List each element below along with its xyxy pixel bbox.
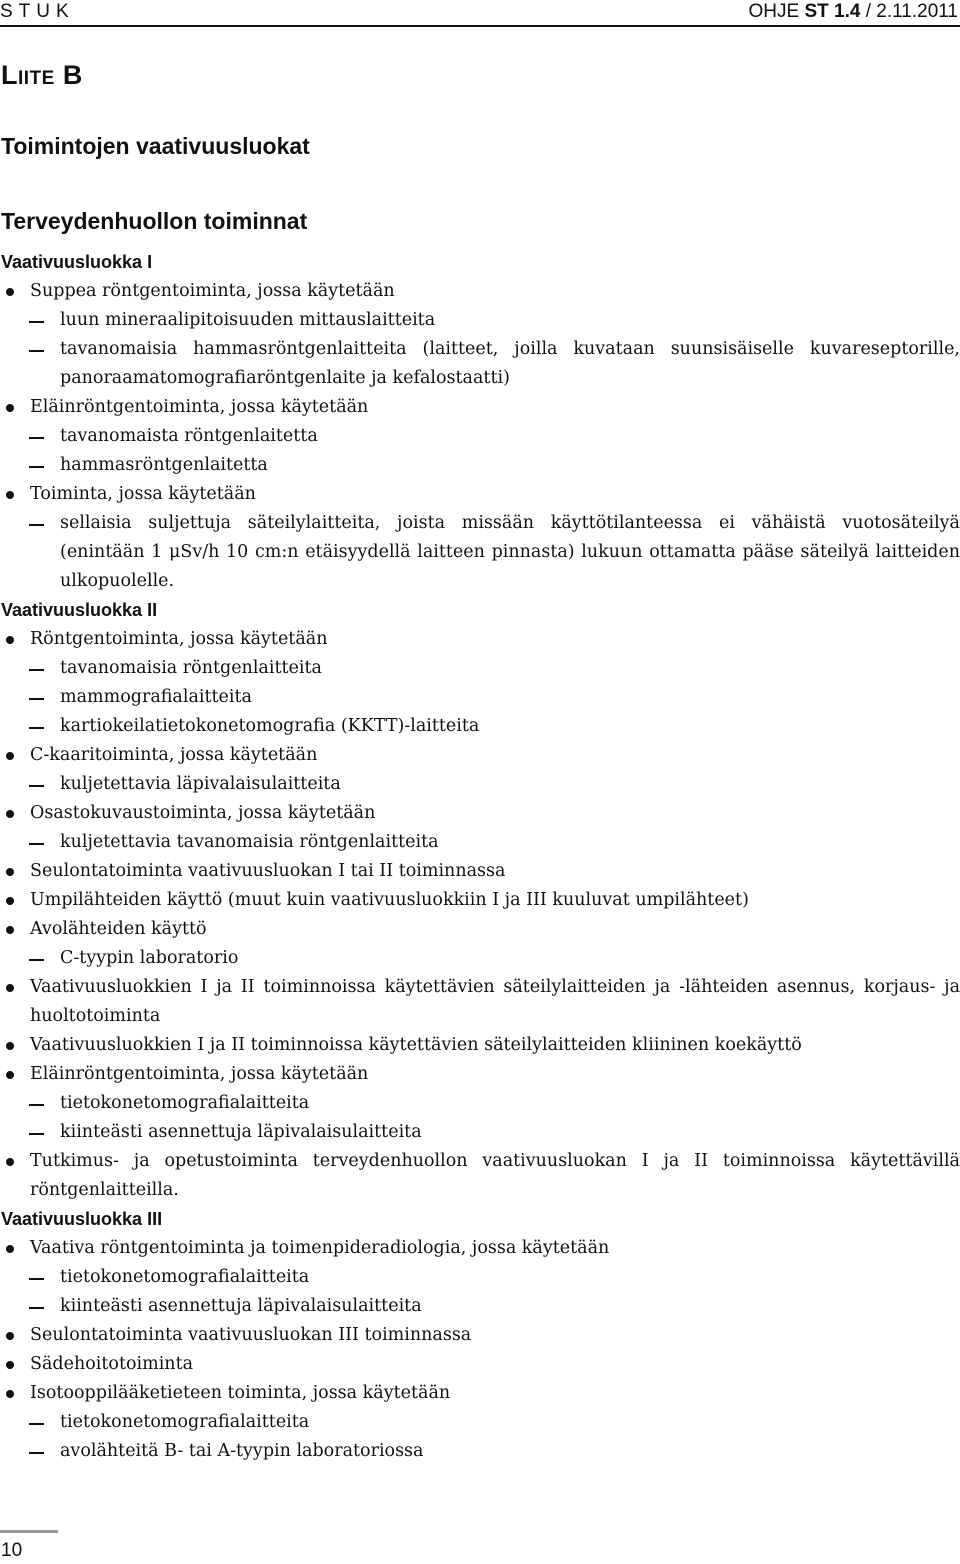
bullet-item: Sädehoitotoiminta <box>0 1350 960 1379</box>
header-guide-code: ST 1.4 <box>804 1 861 22</box>
dash-subitem: C-tyypin laboratorio <box>0 944 960 973</box>
dash-subitem: sellaisia suljettuja säteilylaitteita, joista missään käyttötilanteessa ei vähäistä vuotosäteilyä (enintään 1 μSv/h 10 cm:n etäisyydellä laitteen pinnasta) lukuun ottamatta pääse säteilyä laitteiden ulkopuolelle. <box>0 509 960 596</box>
bullet-item: Tutkimus- ja opetustoiminta terveydenhuollon vaativuusluokan I ja II toiminnoissa käytettävillä röntgenlaitteilla. <box>0 1147 960 1205</box>
header-guide <box>749 1 959 23</box>
bullet-item: Eläinröntgentoiminta, jossa käytetään <box>0 393 960 422</box>
page-header <box>0 0 960 26</box>
bullet-item: Toiminta, jossa käytetään <box>0 480 960 509</box>
footer-divider <box>0 1530 58 1533</box>
document-body <box>0 248 960 1466</box>
category-heading: Vaativuusluokka I <box>1 252 153 272</box>
dash-subitem: kuljetettavia tavanomaisia röntgenlaitteita <box>0 828 960 857</box>
category-heading: Vaativuusluokka II <box>1 600 158 620</box>
dash-subitem: tavanomaisia hammasröntgenlaitteita (laitteet, joilla kuvataan suunsisäiselle kuvareseptorille, panoraamatomografiaröntgenlaite ja kefalostaatti) <box>0 335 960 393</box>
dash-subitem: tietokonetomografialaitteita <box>0 1089 960 1118</box>
dash-subitem: kiinteästi asennettuja läpivalaisulaitteita <box>0 1292 960 1321</box>
bullet-item: Avolähteiden käyttö <box>0 915 960 944</box>
dash-subitem: mammografialaitteita <box>0 683 960 712</box>
header-org: STUK <box>0 1 75 22</box>
header-date: / 2.11.2011 <box>865 1 958 22</box>
dash-subitem: kartiokeilatietokonetomografia (KKTT)-laitteita <box>0 712 960 741</box>
appendix-letter: B <box>62 60 83 90</box>
dash-subitem: kuljetettavia läpivalaisulaitteita <box>0 770 960 799</box>
bullet-item: Vaativa röntgentoiminta ja toimenpideradiologia, jossa käytetään <box>0 1234 960 1263</box>
page-number: 10 <box>1 1540 23 1561</box>
dash-subitem: tietokonetomografialaitteita <box>0 1408 960 1437</box>
dash-subitem: tietokonetomografialaitteita <box>0 1263 960 1292</box>
appendix-label <box>1 60 83 91</box>
appendix-first-letter: L <box>1 60 18 90</box>
bullet-item: Seulontatoiminta vaativuusluokan I tai II toiminnassa <box>0 857 960 886</box>
bullet-item: Eläinröntgentoiminta, jossa käytetään <box>0 1060 960 1089</box>
bullet-item: Vaativuusluokkien I ja II toiminnoissa käytettävien säteilylaitteiden kliininen koekäyttö <box>0 1031 960 1060</box>
bullet-item: Vaativuusluokkien I ja II toiminnoissa käytettävien säteilylaitteiden ja -lähteiden asennus, korjaus- ja huoltotoiminta <box>0 973 960 1031</box>
header-guide-prefix: OHJE <box>748 1 800 22</box>
bullet-item: Isotooppilääketieteen toiminta, jossa käytetään <box>0 1379 960 1408</box>
bullet-item: Röntgentoiminta, jossa käytetään <box>0 625 960 654</box>
page-title: Toimintojen vaativuusluokat <box>1 133 310 159</box>
dash-subitem: tavanomaista röntgenlaitetta <box>0 422 960 451</box>
dash-subitem: tavanomaisia röntgenlaitteita <box>0 654 960 683</box>
category-heading: Vaativuusluokka III <box>1 1209 163 1229</box>
header-divider <box>0 25 960 27</box>
bullet-item: Umpilähteiden käyttö (muut kuin vaativuusluokkiin I ja III kuuluvat umpilähteet) <box>0 886 960 915</box>
bullet-item: Osastokuvaustoiminta, jossa käytetään <box>0 799 960 828</box>
bullet-item: Seulontatoiminta vaativuusluokan III toiminnassa <box>0 1321 960 1350</box>
appendix-word-rest: IITE <box>18 68 55 89</box>
dash-subitem: hammasröntgenlaitetta <box>0 451 960 480</box>
bullet-item: Suppea röntgentoiminta, jossa käytetään <box>0 277 960 306</box>
dash-subitem: avolähteitä B- tai A-tyypin laboratoriossa <box>0 1437 960 1466</box>
dash-subitem: luun mineraalipitoisuuden mittauslaitteita <box>0 306 960 335</box>
section-title: Terveydenhuollon toiminnat <box>1 208 308 234</box>
dash-subitem: kiinteästi asennettuja läpivalaisulaitteita <box>0 1118 960 1147</box>
bullet-item: C-kaaritoiminta, jossa käytetään <box>0 741 960 770</box>
